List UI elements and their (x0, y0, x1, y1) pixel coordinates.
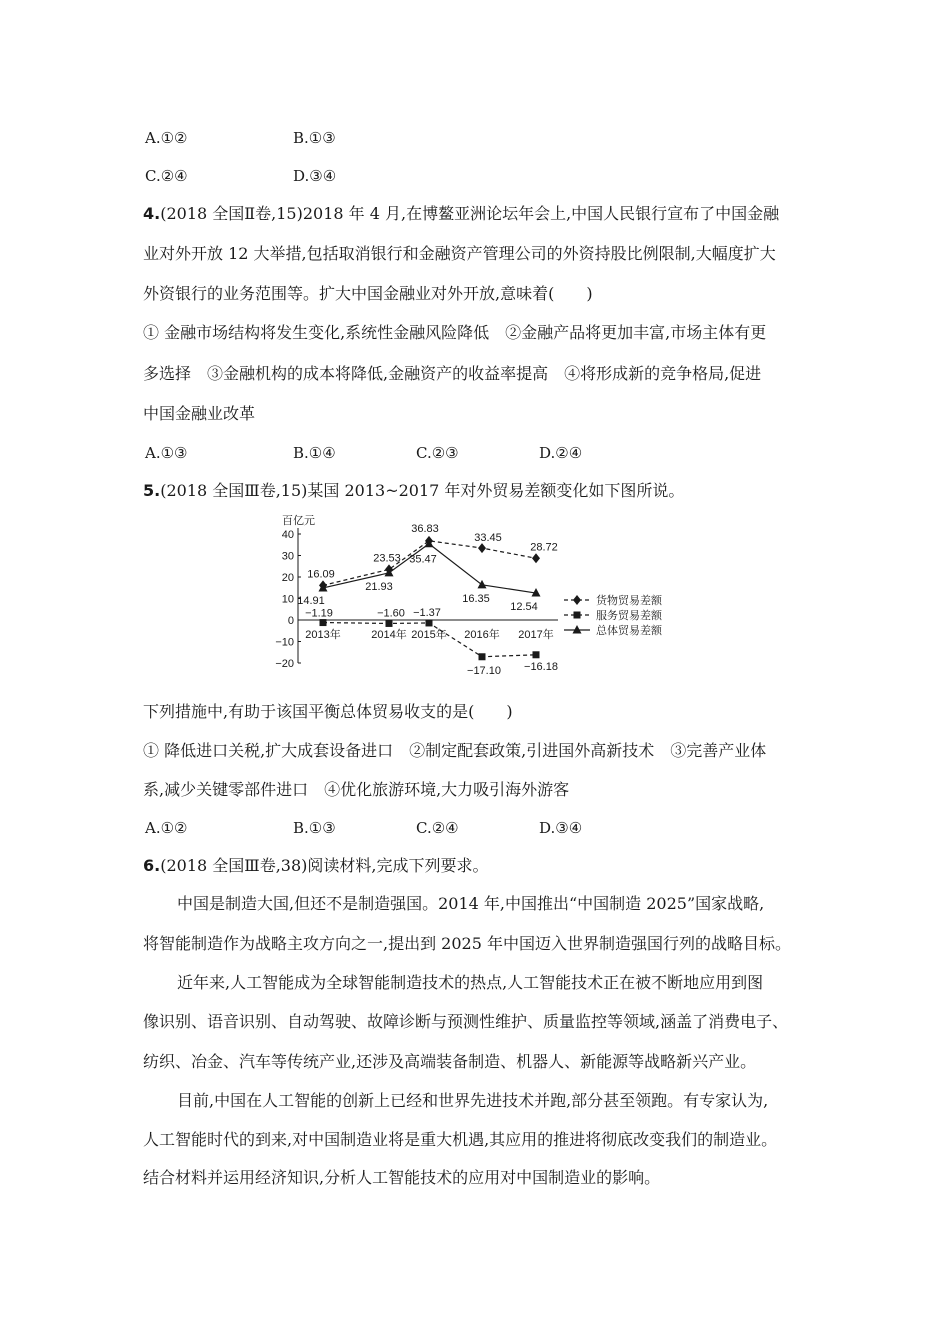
data-label: 33.45 (474, 532, 502, 545)
x-tick-label: 2016年 (464, 629, 500, 641)
legend-marker-diamond (573, 595, 581, 605)
data-label: −1.60 (377, 607, 405, 620)
q5-option-a: A.①② (145, 819, 188, 837)
prev-option-b: B.①③ (293, 129, 336, 147)
prev-option-c: C.②④ (145, 167, 188, 185)
y-tick-label: −10 (275, 636, 294, 649)
q4-line-1: 4.(2018 全国Ⅱ卷,15)2018 年 4 月,在博鳌亚洲论坛年会上,中国人民银行宣布了中国金融 (143, 204, 780, 223)
data-label: 36.83 (411, 522, 439, 535)
data-label: 35.47 (409, 553, 437, 566)
legend-label: 货物贸易差额 (596, 595, 662, 607)
q5-line-3: ① 降低进口关税,扩大成套设备进口 ②制定配套政策,引进国外高新技术 ③完善产业体 (143, 741, 767, 760)
q6-paragraph-line-2: 将智能制造作为战略主攻方向之一,提出到 2025 年中国迈入世界制造强国行列的战略目标。 (143, 934, 791, 953)
data-label: −17.10 (467, 664, 501, 675)
q4-line-5: 多选择 ③金融机构的成本将降低,金融资产的收益率提高 ④将形成新的竞争格局,促进 (143, 364, 762, 383)
data-point-square (386, 620, 393, 627)
y-tick-label: 20 (281, 572, 294, 584)
q5-line-1: 5.(2018 全国Ⅲ卷,15)某国 2013~2017 年对外贸易差额变化如下图所说。 (143, 481, 685, 500)
q6-line-1: 6.(2018 全国Ⅲ卷,38)阅读材料,完成下列要求。 (143, 856, 489, 875)
y-axis-label: 百亿元 (282, 515, 315, 527)
data-label: −1.37 (413, 606, 441, 619)
q4-line-2: 业对外开放 12 大举措,包括取消银行和金融资产管理公司的外资持股比例限制,大幅度扩大 (143, 244, 776, 263)
data-point-triangle (478, 580, 487, 589)
y-tick-label: 40 (281, 529, 294, 541)
q5-option-b: B.①③ (293, 819, 336, 837)
q4-line-6: 中国金融业改革 (143, 404, 256, 423)
data-label: 16.09 (307, 568, 335, 581)
q5-line-4: 系,减少关键零部件进口 ④优化旅游环境,大力吸引海外游客 (143, 780, 570, 799)
data-label: 28.72 (530, 541, 558, 554)
data-point-diamond (532, 553, 540, 563)
legend-marker-triangle (573, 625, 582, 634)
data-point-diamond (478, 543, 486, 553)
y-tick-label: 0 (287, 615, 294, 627)
q4-option-a: A.①③ (145, 444, 188, 462)
y-tick-label: 10 (281, 593, 294, 606)
q6-paragraph-line-8: 结合材料并运用经济知识,分析人工智能技术的应用对中国制造业的影响。 (143, 1168, 661, 1187)
q6-paragraph-line-3: 近年来,人工智能成为全球智能制造技术的热点,人工智能技术正在被不断地应用到图 (177, 973, 764, 992)
data-label: 23.53 (373, 552, 401, 565)
data-label: −16.18 (524, 660, 558, 673)
prev-option-a: A.①② (145, 129, 188, 147)
data-label: 16.35 (462, 592, 490, 605)
data-point-square (533, 651, 540, 658)
data-point-square (320, 619, 327, 626)
q5-line-2: 下列措施中,有助于该国平衡总体贸易收支的是( ) (143, 702, 513, 721)
q4-number: 4. (143, 204, 161, 223)
q5-option-c: C.②④ (416, 819, 459, 837)
legend-marker-square (574, 612, 581, 619)
prev-option-d: D.③④ (293, 167, 337, 185)
q4-line-3: 外资银行的业务范围等。扩大中国金融业对外开放,意味着( ) (143, 284, 593, 303)
data-label: −1.19 (305, 607, 333, 620)
q4-option-c: C.②③ (416, 444, 459, 462)
q6-paragraph-line-1: 中国是制造大国,但还不是制造强国。2014 年,中国推出“中国制造 2025”国家战略, (177, 894, 765, 913)
q4-option-b: B.①④ (293, 444, 336, 462)
x-tick-label: 2014年 (371, 629, 407, 641)
q4-option-d: D.②④ (539, 444, 583, 462)
data-label: 21.93 (365, 580, 393, 593)
trade-balance-chart (268, 510, 688, 675)
y-tick-label: −20 (275, 658, 294, 670)
data-point-square (426, 619, 433, 626)
q5-number: 5. (143, 481, 161, 500)
legend-label: 服务贸易差额 (596, 610, 662, 622)
q6-paragraph-line-6: 目前,中国在人工智能的创新上已经和世界先进技术并跑,部分甚至领跑。有专家认为, (177, 1091, 769, 1110)
y-tick-label: 30 (281, 550, 294, 563)
data-label: 12.54 (510, 601, 538, 614)
legend-label: 总体贸易差额 (596, 625, 662, 637)
x-tick-label: 2015年 (411, 629, 447, 641)
data-point-square (479, 653, 486, 660)
q6-paragraph-line-4: 像识别、语音识别、自动驾驶、故障诊断与预测性维护、质量监控等领域,涵盖了消费电子、 (143, 1012, 789, 1031)
q5-option-d: D.③④ (539, 819, 583, 837)
x-tick-label: 2013年 (305, 629, 341, 641)
q6-paragraph-line-5: 纺织、冶金、汽车等传统产业,还涉及高端装备制造、机器人、新能源等战略新兴产业。 (143, 1052, 757, 1071)
data-label: 14.91 (297, 594, 325, 607)
q4-line-4: ① 金融市场结构将发生变化,系统性金融风险降低 ②金融产品将更加丰富,市场主体有更 (143, 323, 767, 342)
x-tick-label: 2017年 (518, 629, 554, 641)
q6-number: 6. (143, 856, 161, 875)
q6-paragraph-line-7: 人工智能时代的到来,对中国制造业将是重大机遇,其应用的推进将彻底改变我们的制造业。 (143, 1130, 778, 1149)
series-line-triangle (323, 544, 536, 593)
